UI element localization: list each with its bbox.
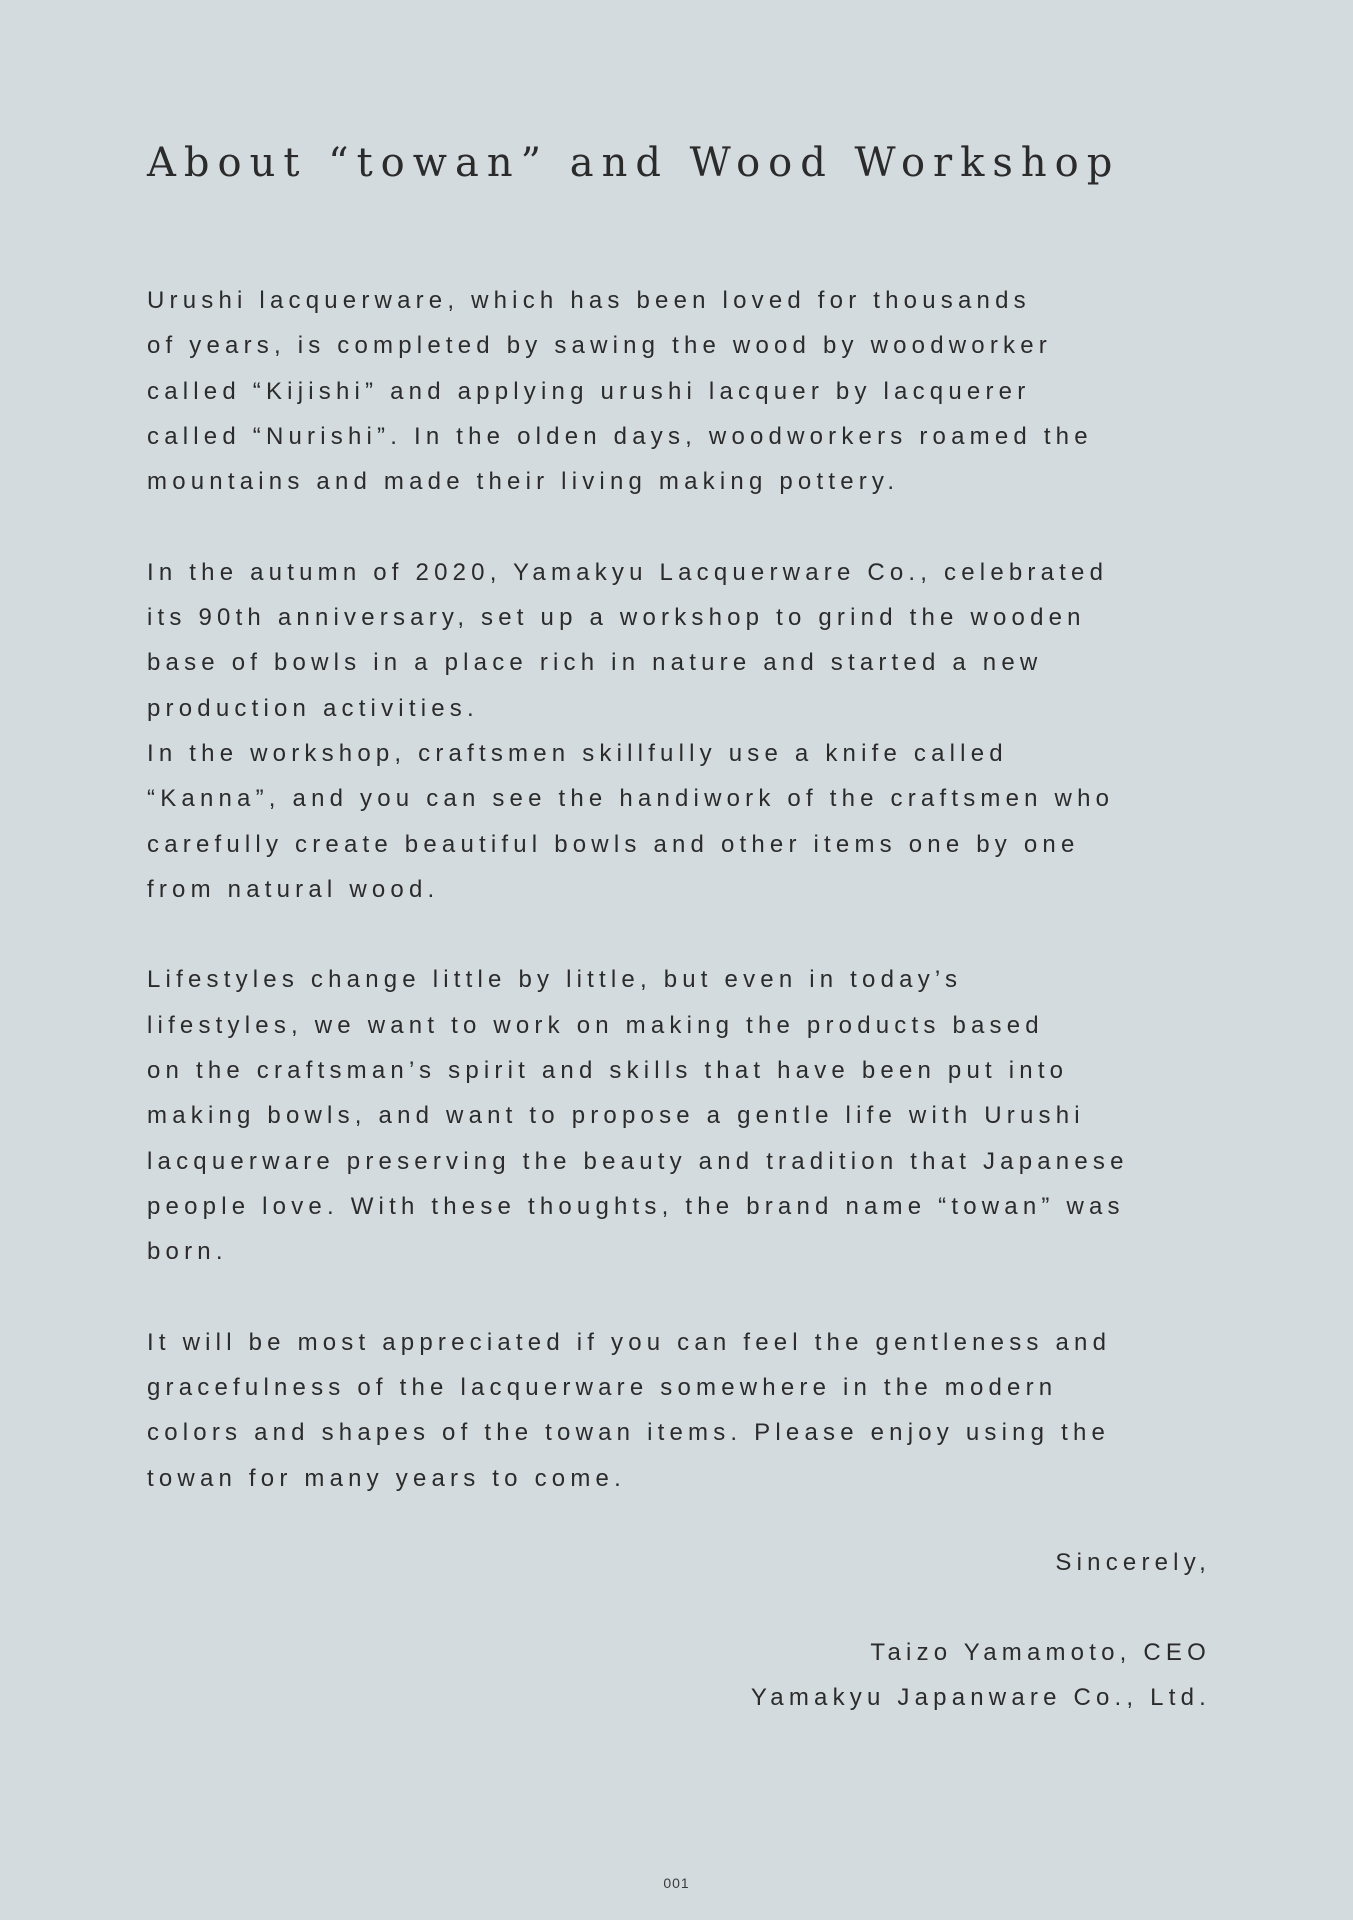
text-line: gracefulness of the lacquerware somewhere in the modern: [147, 1374, 1058, 1402]
text-line: production activities.: [147, 694, 479, 722]
paragraph-spacer: [147, 1275, 1227, 1320]
company-name: Yamakyu Japanware Co., Ltd.: [750, 1684, 1211, 1711]
letter-body: [147, 278, 1227, 1501]
text-line: carefully create beautiful bowls and other items one by one: [147, 830, 1080, 858]
paragraph-3: [147, 957, 1227, 1274]
text-line: called “Kijishi” and applying urushi lacquer by lacquerer: [147, 377, 1031, 405]
text-line: making bowls, and want to propose a gentle life with Urushi: [147, 1102, 1085, 1130]
text-line: called “Nurishi”. In the olden days, woodworkers roamed the: [147, 422, 1093, 450]
text-line: towan for many years to come.: [147, 1464, 626, 1492]
page-title: About “towan” and Wood Workshop: [147, 140, 1121, 186]
paragraph-2: [147, 550, 1227, 912]
closing-salutation: Sincerely,: [1055, 1549, 1211, 1576]
text-line: base of bowls in a place rich in nature and started a new: [147, 649, 1043, 677]
text-line: colors and shapes of the towan items. Please enjoy using the: [147, 1419, 1111, 1447]
signer-name: Taizo Yamamoto, CEO: [870, 1639, 1211, 1666]
text-line: born.: [147, 1238, 228, 1266]
text-line: Urushi lacquerware, which has been loved for thousands: [147, 287, 1031, 314]
paragraph-spacer: [147, 912, 1227, 957]
text-line: from natural wood.: [147, 875, 440, 903]
page-number: 001: [663, 1875, 690, 1891]
text-line: In the workshop, craftsmen skillfully use a knife called: [147, 739, 1008, 767]
text-line: mountains and made their living making pottery.: [147, 468, 900, 496]
text-line: It will be most appreciated if you can feel the gentleness and: [147, 1328, 1112, 1356]
text-line: of years, is completed by sawing the wood by woodworker: [147, 332, 1052, 360]
paragraph-1: [147, 278, 1227, 504]
text-line: people love. With these thoughts, the brand name “towan” was: [147, 1192, 1125, 1220]
text-line: Lifestyles change little by little, but even in today’s: [147, 966, 963, 994]
text-line: lifestyles, we want to work on making the products based: [147, 1011, 1044, 1039]
text-line: lacquerware preserving the beauty and tradition that Japanese: [147, 1147, 1129, 1175]
paragraph-4: [147, 1320, 1227, 1501]
text-line: on the craftsman’s spirit and skills that have been put into: [147, 1057, 1069, 1085]
paragraph-spacer: [147, 504, 1227, 549]
text-line: “Kanna”, and you can see the handiwork of the craftsmen who: [147, 785, 1115, 813]
text-line: In the autumn of 2020, Yamakyu Lacquerware Co., celebrated: [147, 558, 1109, 586]
text-line: its 90th anniversary, set up a workshop to grind the wooden: [147, 604, 1086, 632]
